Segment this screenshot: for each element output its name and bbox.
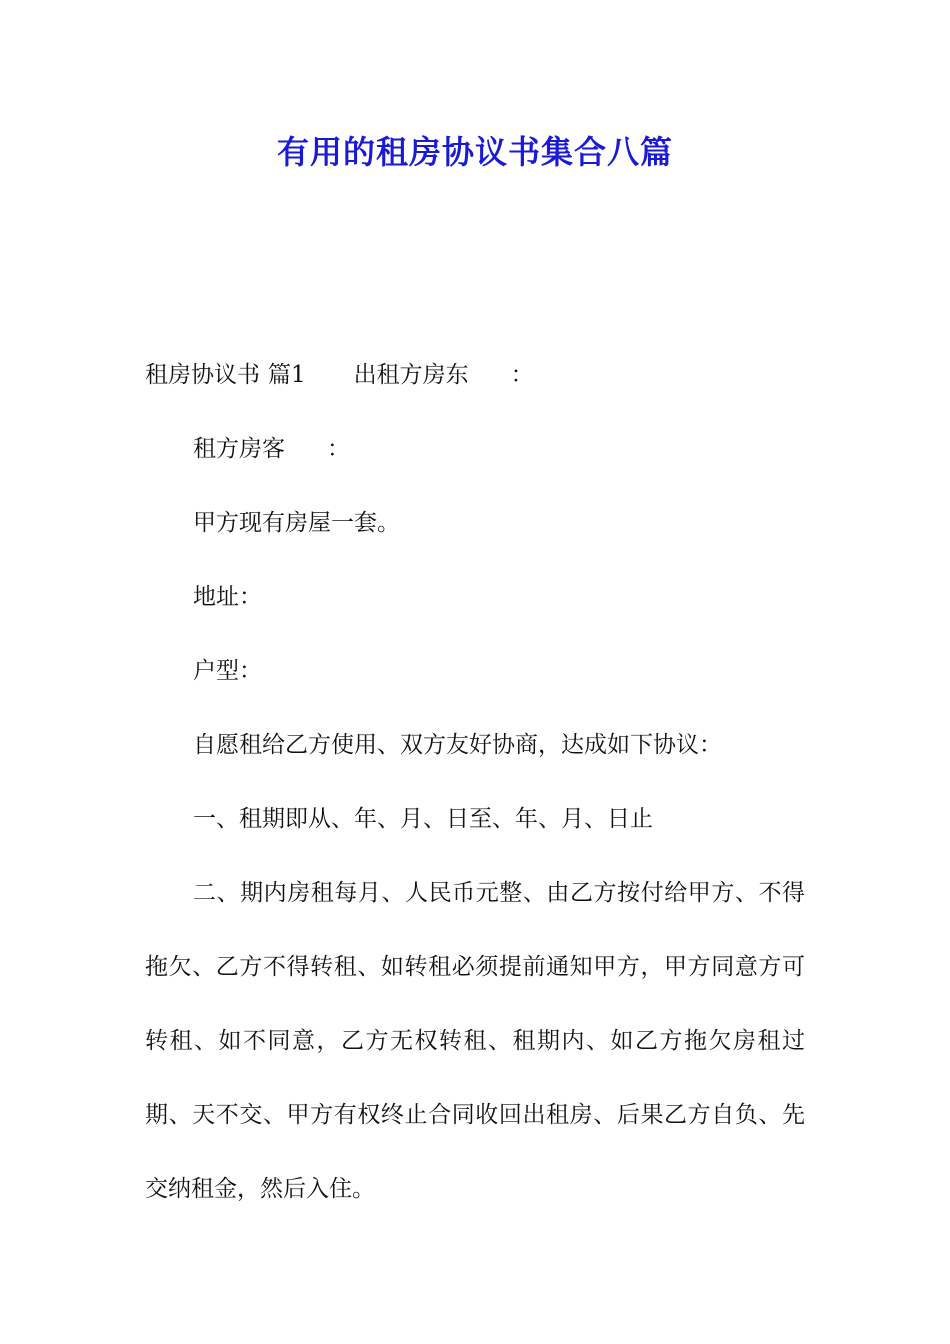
paragraph-house: 甲方现有房屋一套。: [193, 510, 400, 536]
paragraph-parties-lessor: [145, 338, 805, 412]
paragraph-term: 一、租期即从、年、月、日至、年、月、日止: [193, 806, 653, 832]
paragraph-layout: 户型：: [193, 658, 262, 684]
paragraph-agreement: 自愿租给乙方使用、双方友好协商，达成如下协议：: [193, 732, 722, 758]
document-title: 有用的租房协议书集合八篇: [276, 133, 673, 171]
document-body: [145, 338, 805, 1226]
agreement-heading: 租房协议书: [145, 362, 260, 388]
paragraph-parties-lessee: [145, 412, 805, 486]
lessee-label: 租方房客: [193, 436, 285, 462]
paragraph-address: 地址：: [193, 584, 262, 610]
lessor-label: 出租方房东: [353, 362, 469, 388]
lessee-colon: ：: [327, 436, 350, 462]
paragraph-rent: 二、期内房租每月、人民币元整、由乙方按付给甲方、不得拖欠、乙方不得转租、如转租必须提前通知甲方，甲方同意方可转租、如不同意，乙方无权转租、租期内、如乙方拖欠房租过期、天不交、甲方有权终止合同收回出租房、后果乙方自负、先交纳租金，然后入住。: [145, 880, 805, 1202]
section-number: 篇1: [268, 362, 306, 388]
lessor-colon: ：: [510, 362, 534, 388]
